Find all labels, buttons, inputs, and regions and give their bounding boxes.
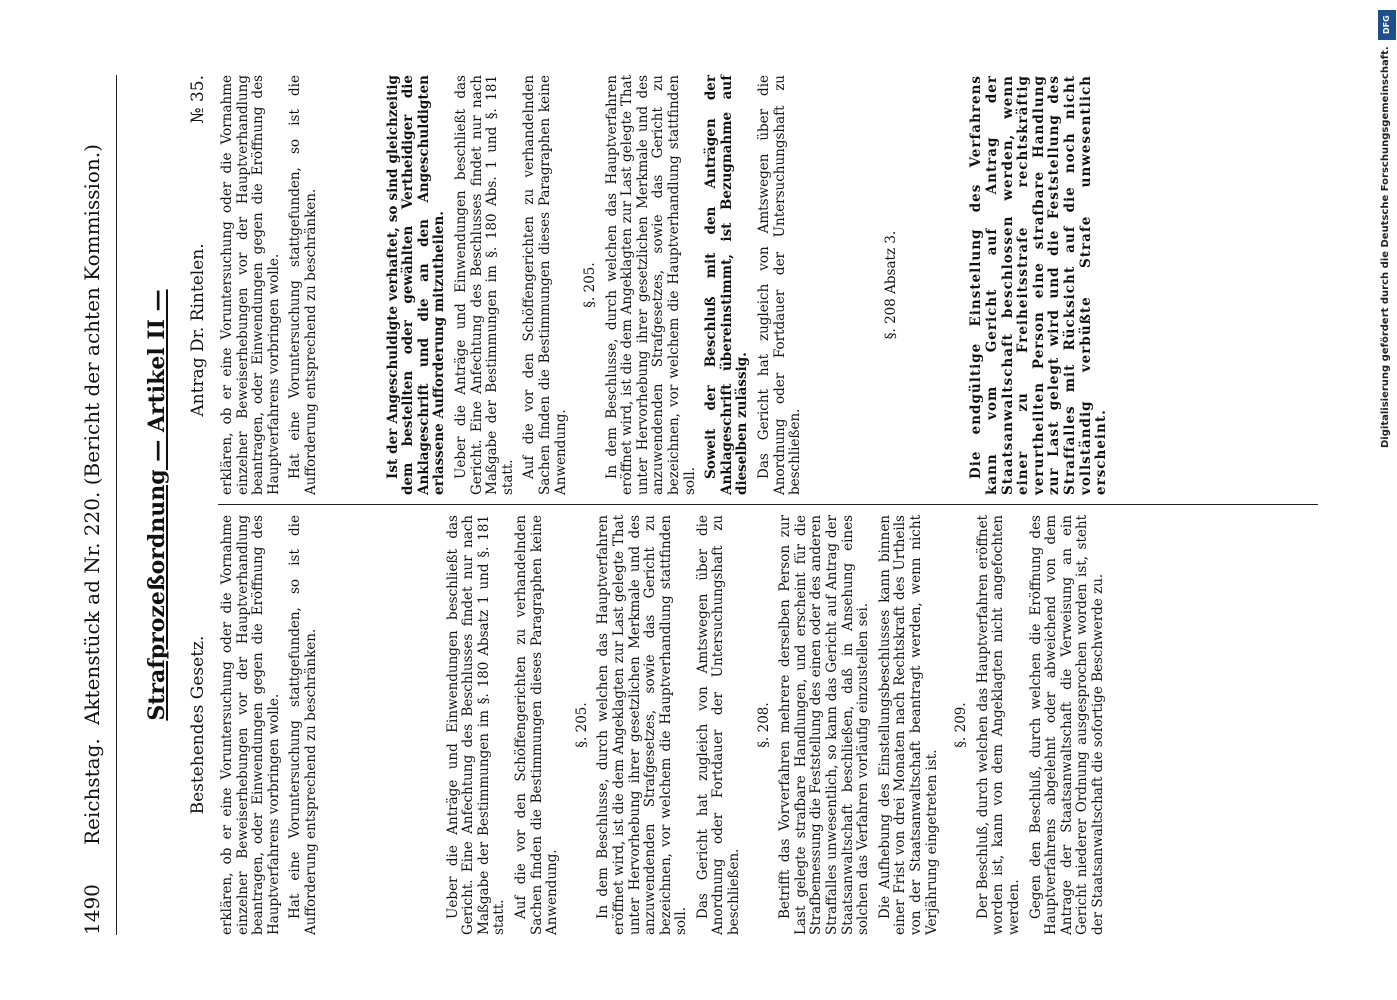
left-column <box>220 515 1113 935</box>
left-para-5: In dem Beschlusse, durch welchen das Hauptverfahren eröffnet wird, ist die dem Angeklagten zur Last gelegte That unter Hervorhebung ihrer gesetzlichen Merkmale und des anzuwendenden Strafgesetzes, sowie das Gericht zu bezeichnen, vor welchem die Hauptverhandlung stattfinden soll. <box>595 515 690 935</box>
right-para-6: Das Gericht hat zugleich von Amtswegen über die Anordnung oder Fortdauer der Untersuchungshaft zu beschließen. <box>756 75 804 495</box>
right-bold-amendment-2: Soweit der Beschluß mit den Anträgen der Anklageschrift übereinstimmt, ist Bezugnahme auf dieselben zulässig. <box>703 75 751 495</box>
right-bold-amendment-3: Die endgültige Einstellung des Verfahrens kann vom Gericht auf Antrag der Staatsanwaltschaft beschlossen werden, wenn einer zu Freiheitsstrafe rechtskräftig verurtheilten Person eine strafbare Handlung zur Last gelegt wird und die Feststellung des Straffalles mit Rücksicht auf die noch nicht vollständig verbüßte Strafe unwesentlich erscheint. <box>968 75 1110 495</box>
left-column-heading: Bestehendes Gesetz. <box>188 635 208 815</box>
left-para-9: Der Beschluß, durch welchen das Hauptverfahren eröffnet worden ist, kann von dem Angeklagten nicht angefochten werden. <box>974 515 1022 935</box>
left-para-7: Betrifft das Vorverfahren mehrere derselben Person zur Last gelegte strafbare Handlungen, und erscheint für die Strafbemessung die Feststellung des einen oder des anderen Straffalles unwesentlich, so kann das Gericht auf Antrag der Staatsanwaltschaft beschließen, daß in Ansehung eines solchen das Verfahren vorläufig einzustellen sei. <box>777 515 872 935</box>
header-rule <box>116 75 117 935</box>
right-para-5: In dem Beschlusse, durch welchen das Hauptverfahren eröffnet wird, ist die dem Angeklagten zur Last gelegte That unter Hervorhebung ihrer gesetzlichen Merkmale und des anzuwendenden Strafgesetzes, sowie das Gericht zu bezeichnen, vor welchem die Hauptverhandlung stattfinden soll. <box>603 75 698 495</box>
right-section-205: §. 205. <box>582 262 599 308</box>
left-para-1: erklären, ob er eine Voruntersuchung oder die Vornahme einzelner Beweiserhebungen vor der Hauptverhandlung beantragen, oder Einwendungen gegen die Eröffnung des Hauptverfahrens vorbringen wolle. <box>219 515 282 935</box>
dfg-logo: DFG <box>1378 10 1396 40</box>
right-column-heading: Antrag Dr. Rintelen. <box>188 243 208 417</box>
left-para-4: Auf die vor den Schöffengerichten zu verhandelnden Sachen finden die Bestimmungen dieses Paragraphen keine Anwendung. <box>512 515 561 935</box>
left-para-2: Hat eine Voruntersuchung stattgefunden, so ist die Aufforderung entsprechend zu beschränken. <box>287 515 319 935</box>
left-para-8: Die Aufhebung des Einstellungsbeschlusses kann binnen einer Frist von drei Monaten nach Rechtskraft des Urtheils von der Staatsanwaltschaft beantragt werden, wenn nicht Verjährung eingetreten ist. <box>876 515 940 935</box>
left-para-6: Das Gericht hat zugleich von Amtswegen über die Anordnung oder Fortdauer der Untersuchungshaft zu beschließen. <box>694 515 743 935</box>
header-center-title: Aktenstück ad Nr. 220. (Bericht der achten Kommission.) <box>80 144 104 725</box>
right-bold-amendment-1: Ist der Angeschuldigte verhaftet, so sind gleichzeitig dem bestellten oder gewählten Vertheidiger die Anklageschrift und die an den Angeschuldigten erlassene Aufforderung mitzutheilen. <box>384 75 448 495</box>
left-para-3: Ueber die Anträge und Einwendungen beschließt das Gericht. Eine Anfechtung des Beschlusses findet nur nach Maßgabe der Bestimmungen im §. 180 Absatz 1 und §. 181 statt. <box>444 515 508 935</box>
left-section-209: §. 209. <box>953 702 970 748</box>
page-header <box>58 75 118 935</box>
digitization-note: Digitalisierung gefördert durch die Deutsche Forschungsgemeinschaft. <box>1380 46 1391 448</box>
header-left-title: Reichstag. <box>80 738 104 845</box>
right-para-2: Hat eine Voruntersuchung stattgefunden, so ist die Aufforderung entsprechend zu beschränken. <box>287 75 319 495</box>
number-mark: № 35. <box>188 75 208 124</box>
right-para-3: Ueber die Anträge und Einwendungen beschließt das Gericht. Eine Anfechtung des Beschlusses findet nur nach Maßgabe der Bestimmungen im §. 180 Abs. 1 und §. 181 statt. <box>452 75 516 495</box>
right-para-1: erklären, ob er eine Voruntersuchung oder die Vornahme einzelner Beweiserhebungen vor der Hauptverhandlung beantragen, oder Einwendungen gegen die Eröffnung des Hauptverfahrens vorbringen wolle. <box>219 75 282 495</box>
left-section-205: §. 205. <box>573 702 590 748</box>
right-column <box>220 75 1116 495</box>
left-para-10: Gegen den Beschluß, durch welchen die Eröffnung des Hauptverfahrens abgelehnt oder abweichend von dem Antrage der Staatsanwaltschaft die Verweisung an ein Gericht niederer Ordnung ausgesprochen worden ist, steht der Staatsanwaltschaft die sofortige Beschwerde zu. <box>1027 515 1106 935</box>
page-number: 1490 <box>80 884 104 935</box>
right-reference-208: §. 208 Absatz 3. <box>882 230 899 340</box>
digitization-sidebar <box>1377 0 1397 1000</box>
document-page <box>58 75 1348 935</box>
page-title: Strafprozeßordnung — Artikel II — <box>144 289 170 721</box>
column-divider <box>218 504 1318 505</box>
left-section-208: §. 208. <box>755 702 772 748</box>
right-para-4: Auf die vor den Schöffengerichten zu verhandelnden Sachen finden die Bestimmungen dieses Paragraphen keine Anwendung. <box>521 75 569 495</box>
